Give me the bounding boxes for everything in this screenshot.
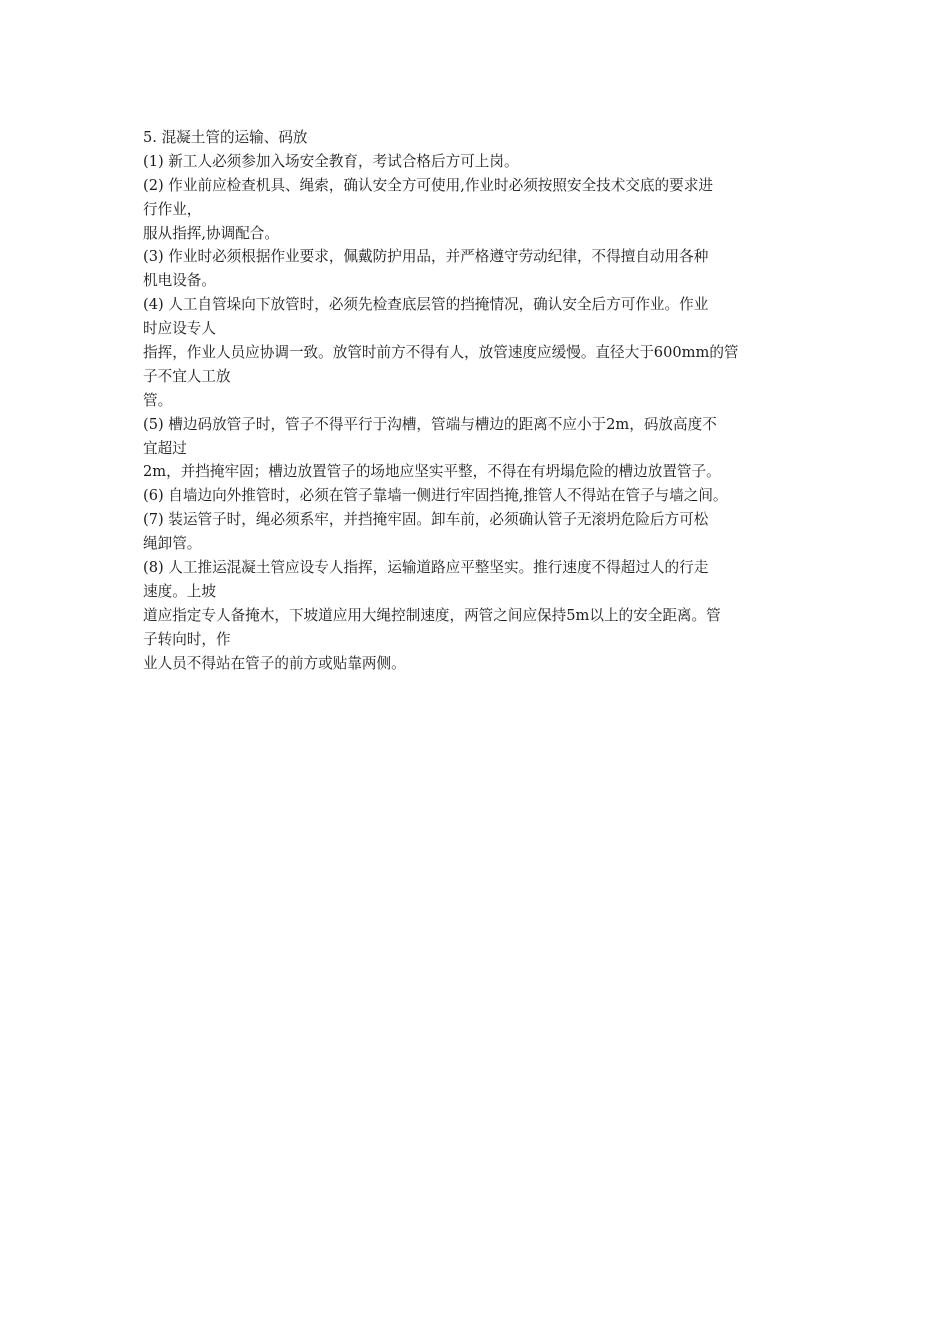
text-line: 机电设备。 — [143, 272, 216, 290]
text-line: 指挥，作业人员应协调一致。放管时前方不得有人，放管速度应缓慢。直径大于600mm的管 — [143, 344, 739, 362]
text-line: 道应指定专人备掩木，下坡道应用大绳控制速度，两管之间应保持5m以上的安全距离。管 — [143, 606, 721, 624]
text-line: 管。 — [143, 391, 173, 409]
text-line: (6) 自墙边向外推管时，必须在管子靠墙一侧进行牢固挡掩,推管人不得站在管子与墙之间。 — [143, 487, 728, 505]
section-heading: 5. 混凝土管的运输、码放 — [143, 129, 308, 146]
text-line: 业人员不得站在管子的前方或贴靠两侧。 — [143, 654, 406, 672]
text-line: 2m，并挡掩牢固；槽边放置管子的场地应坚实平整，不得在有坍塌危险的槽边放置管子。 — [143, 463, 721, 481]
text-line: 时应设专人 — [143, 320, 216, 338]
text-line: 宜超过 — [143, 439, 187, 457]
text-line: 子转向时，作 — [143, 630, 231, 648]
document-body — [143, 126, 833, 675]
text-line: 子不宜人工放 — [143, 367, 231, 385]
text-line: 行作业， — [143, 200, 202, 218]
text-line: (5) 槽边码放管子时，管子不得平行于沟槽，管端与槽边的距离不应小于2m，码放高度不 — [143, 415, 717, 433]
text-line: (4) 人工自管垛向下放管时，必须先检查底层管的挡掩情况，确认安全后方可作业。作业 — [143, 296, 709, 314]
text-line: 绳卸管。 — [143, 535, 202, 553]
text-line: 速度。上坡 — [143, 582, 216, 600]
text-line: (7) 装运管子时，绳必须系牢，并挡掩牢固。卸车前，必须确认管子无滚坍危险后方可松 — [143, 511, 709, 529]
text-line: (3) 作业时必须根据作业要求，佩戴防护用品，并严格遵守劳动纪律，不得擅自动用各种 — [143, 248, 709, 266]
text-line: (2) 作业前应检查机具、绳索，确认安全方可使用,作业时必须按照安全技术交底的要求进 — [143, 176, 713, 194]
text-line: (8) 人工推运混凝土管应设专人指挥，运输道路应平整坚实。推行速度不得超过人的行走 — [143, 559, 709, 577]
text-line: 服从指挥,协调配合。 — [143, 224, 279, 242]
text-line: (1) 新工人必须参加入场安全教育，考试合格后方可上岗。 — [143, 152, 519, 170]
